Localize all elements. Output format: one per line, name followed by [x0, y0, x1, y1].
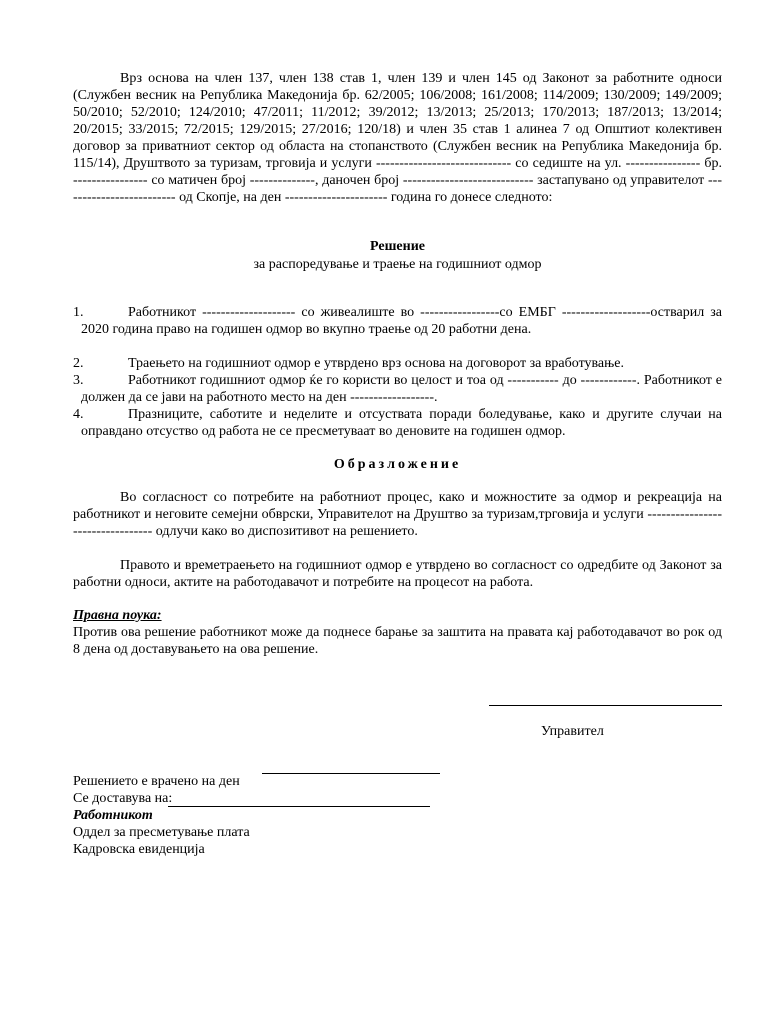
item-number: 4.: [73, 407, 84, 422]
item-text: Траењето на годишниот одмор е утврдено врз основа на договорот за вработување.: [128, 356, 624, 371]
recipient-payroll: Оддел за пресметување плата: [73, 825, 250, 840]
delivery-to-label: Се доставува на:: [73, 791, 173, 806]
item-number: 3.: [73, 373, 84, 388]
recipient-hr: Кадровска евиденција: [73, 842, 205, 857]
signature-label: Управител: [541, 724, 604, 739]
item-number: 2.: [73, 356, 84, 371]
decision-item-2: [73, 355, 722, 372]
legal-remedy-text: Против ова решение работникот може да поднесе барање за заштита на правата кај работодавачот во рок од 8 дена од доставувањето на ова решение.: [73, 625, 722, 657]
delivered-on-label: Решението е врачено на ден: [73, 774, 240, 789]
decision-item-3: [73, 372, 722, 406]
decision-item-4: [73, 406, 722, 440]
delivered-date-line: [262, 773, 440, 774]
reasoning-paragraph-2: Правото и времетраењето на годишниот одмор е утврдено во согласност со одредбите од Законот за работни односи, актите на работодавачот и потребите на процесот на работа.: [73, 558, 722, 590]
intro-paragraph: Врз основа на член 137, член 138 став 1, член 139 и член 145 од Законот за работните односи (Службен весник на Република Македонија бр. 62/2005; 106/2008; 161/2008; 114/2009; 130/2009; 149/2009; 50/2010; 52/2010; 124/2010; 47/2011; 11/2012; 39/2012; 13/2013; 25/2013; 170/2013; 187/2013; 13/2014; 20/2015; 33/2015; 72/2015; 129/2015; 27/2016; 120/18) и член 35 став 1 алинеа 7 од Општиот колективен договор за приватниот сектор од областа на стопанството (Службен весник на Република Македонија бр. 115/14), Друштвото за туризам, трговија и услуги ----------------------------- со седиште на ул. ---------------- бр. ---------------- со матичен број --------------, даночен број ---------------------------- застапувано од управителот ------------------------- од Скопје, на ден ---------------------- година го донесе следното:: [73, 71, 722, 205]
reasoning-title: Образложение: [333, 457, 462, 472]
decision-item-1: [73, 304, 722, 338]
decision-subtitle: за распоредување и траење на годишниот одмор: [253, 257, 542, 272]
item-text: Празниците, саботите и неделите и отсуствата поради боледување, како и другите случаи на оправдано отсуство од работа не се пресметуваат во деновите на годишен одмор.: [81, 407, 722, 439]
worker-line: [168, 806, 430, 807]
signature-line: [489, 705, 722, 706]
item-text: Работникот годишниот одмор ќе го користи во целост и тоа од ----------- до ------------. Работникот е должен да се јави на работното место на ден ------------------.: [81, 373, 722, 405]
item-text: Работникот -------------------- со живеалиште во -----------------со ЕМБГ -------------------остварил за 2020 година право на годишен одмор во вкупно траење од 20 работни дена.: [81, 305, 722, 337]
item-number: 1.: [73, 305, 84, 320]
recipient-worker: Работникот: [73, 808, 153, 823]
legal-remedy-title: Правна поука:: [73, 608, 162, 623]
decision-title: Решение: [370, 239, 425, 254]
reasoning-paragraph-1: Во согласност со потребите на работниот процес, како и можностите за одмор и рекреација на работникот и неговите семејни обврски, Управителот на Друштво за туризам,трговија и услуги --------------------------------- одлучи како во диспозитивот на решението.: [73, 490, 722, 539]
